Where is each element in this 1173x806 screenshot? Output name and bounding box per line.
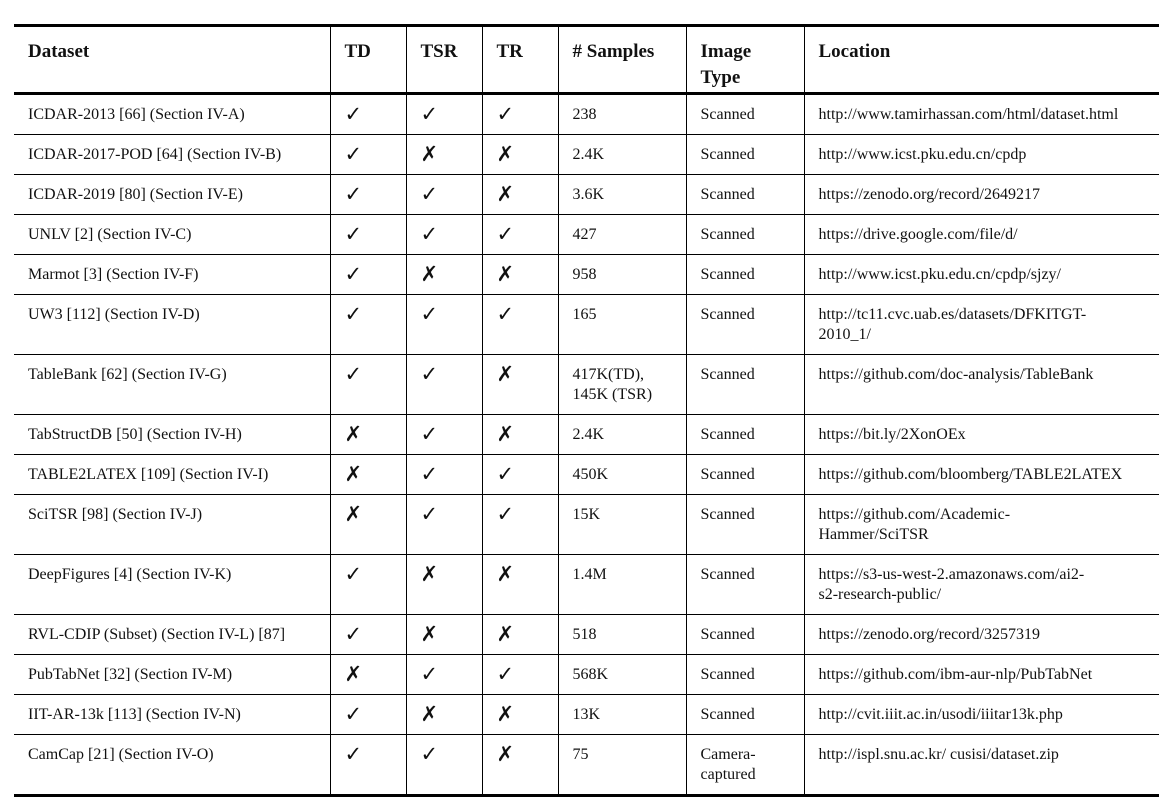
cell-image-type-text: Scanned [700, 186, 755, 203]
cell-location [804, 94, 1159, 135]
cell-td-mark [330, 215, 406, 255]
cell-dataset-text: DeepFigures [4] (Section IV-K) [28, 566, 232, 583]
cell-td-mark-text: ✓ [344, 262, 363, 286]
cell-image-type [686, 695, 804, 735]
cell-tr-mark [482, 215, 558, 255]
cell-samples-text: 450K [572, 466, 609, 483]
cell-location-text: http://www.tamirhassan.com/html/dataset.html [818, 106, 1119, 123]
table-row [14, 655, 1159, 695]
cell-dataset [14, 255, 330, 295]
cell-tr-mark-text: ✗ [496, 362, 515, 386]
cell-tr-mark [482, 255, 558, 295]
cell-location-text: https://github.com/ibm-aur-nlp/PubTabNet [818, 666, 1093, 683]
cell-image-type-text: Scanned [700, 466, 755, 483]
cell-tr-mark-text: ✗ [496, 182, 515, 206]
cell-image-type-text: Scanned [700, 626, 755, 643]
cell-tsr-mark-text: ✓ [420, 422, 439, 446]
cell-dataset [14, 615, 330, 655]
cell-location [804, 135, 1159, 175]
cell-image-type-text: Scanned [700, 426, 755, 443]
cell-tsr-mark [406, 655, 482, 695]
cell-samples-text: 417K(TD), [572, 366, 645, 383]
cell-location-text: https://bit.ly/2XonOEx [818, 426, 966, 443]
cell-dataset [14, 415, 330, 455]
header-image-type-line1: Image [700, 41, 752, 62]
cell-tr-mark-text: ✓ [496, 102, 515, 126]
cell-samples-text: 3.6K [572, 186, 605, 203]
cell-tsr-mark [406, 175, 482, 215]
cell-tr-mark [482, 655, 558, 695]
cell-td-mark [330, 355, 406, 415]
cell-tr-mark-text: ✗ [496, 422, 515, 446]
cell-location-text: http://www.icst.pku.edu.cn/cpdp [818, 146, 1027, 163]
cell-location-text: http://tc11.cvc.uab.es/datasets/DFKITGT- [818, 306, 1087, 323]
cell-location [804, 455, 1159, 495]
cell-location-text: https://zenodo.org/record/3257319 [818, 626, 1040, 643]
cell-dataset [14, 455, 330, 495]
cell-dataset-text: CamCap [21] (Section IV-O) [28, 746, 214, 763]
header-image-type [686, 27, 804, 94]
cell-td-mark-text: ✗ [344, 662, 363, 686]
cell-td-mark-text: ✓ [344, 702, 363, 726]
dataset-table [14, 27, 1159, 794]
cell-dataset [14, 735, 330, 795]
cell-tsr-mark [406, 355, 482, 415]
cell-td-mark [330, 175, 406, 215]
cell-image-type-text: Scanned [700, 266, 755, 283]
cell-tsr-mark [406, 695, 482, 735]
cell-td-mark [330, 735, 406, 795]
cell-samples [558, 94, 686, 135]
cell-td-mark [330, 455, 406, 495]
header-location: Location [804, 27, 1159, 94]
cell-tr-mark-text: ✓ [496, 302, 515, 326]
cell-td-mark-text: ✓ [344, 562, 363, 586]
cell-image-type-text: Scanned [700, 306, 755, 323]
header-tsr: TSR [406, 27, 482, 94]
cell-dataset [14, 555, 330, 615]
cell-tsr-mark [406, 255, 482, 295]
cell-tsr-mark-text: ✓ [420, 182, 439, 206]
cell-dataset [14, 135, 330, 175]
cell-td-mark-text: ✓ [344, 182, 363, 206]
cell-td-mark-text: ✗ [344, 422, 363, 446]
cell-tsr-mark [406, 215, 482, 255]
cell-samples [558, 175, 686, 215]
cell-location [804, 175, 1159, 215]
cell-tsr-mark [406, 555, 482, 615]
cell-tr-mark-text: ✓ [496, 462, 515, 486]
cell-tsr-mark [406, 495, 482, 555]
cell-td-mark [330, 295, 406, 355]
cell-dataset-text: IIT-AR-13k [113] (Section IV-N) [28, 706, 241, 723]
cell-tr-mark [482, 175, 558, 215]
cell-tsr-mark-text: ✗ [420, 622, 439, 646]
cell-samples-text: 1.4M [572, 566, 607, 583]
cell-tsr-mark-text: ✓ [420, 362, 439, 386]
cell-td-mark [330, 415, 406, 455]
cell-tsr-mark-text: ✓ [420, 102, 439, 126]
cell-tr-mark [482, 555, 558, 615]
table-row [14, 695, 1159, 735]
cell-image-type [686, 555, 804, 615]
cell-tr-mark [482, 295, 558, 355]
cell-image-type [686, 175, 804, 215]
cell-samples-text: 13K [572, 706, 601, 723]
cell-location [804, 355, 1159, 415]
table-row [14, 615, 1159, 655]
cell-tsr-mark-text: ✓ [420, 302, 439, 326]
cell-location [804, 415, 1159, 455]
header-tr: TR [482, 27, 558, 94]
cell-td-mark-text: ✓ [344, 742, 363, 766]
cell-tsr-mark-text: ✓ [420, 462, 439, 486]
cell-image-type-text: Scanned [700, 106, 755, 123]
cell-tr-mark [482, 135, 558, 175]
cell-dataset [14, 215, 330, 255]
cell-tr-mark [482, 695, 558, 735]
header-row [14, 27, 1159, 94]
cell-samples [558, 255, 686, 295]
cell-location [804, 555, 1159, 615]
cell-samples-text: 2.4K [572, 146, 605, 163]
cell-image-type [686, 495, 804, 555]
cell-image-type [686, 215, 804, 255]
cell-tr-mark [482, 455, 558, 495]
cell-td-mark-text: ✗ [344, 462, 363, 486]
cell-tr-mark-text: ✗ [496, 562, 515, 586]
cell-samples-text: 165 [572, 306, 597, 323]
cell-samples [558, 555, 686, 615]
cell-dataset-text: ICDAR-2017-POD [64] (Section IV-B) [28, 146, 282, 163]
cell-tsr-mark-text: ✗ [420, 562, 439, 586]
cell-tr-mark-text: ✓ [496, 662, 515, 686]
cell-location-text: https://github.com/doc-analysis/TableBank [818, 366, 1094, 383]
cell-location-text-2: s2-research-public/ [818, 586, 942, 603]
cell-samples [558, 615, 686, 655]
cell-samples [558, 415, 686, 455]
cell-image-type [686, 255, 804, 295]
cell-location [804, 495, 1159, 555]
cell-dataset-text: TableBank [62] (Section IV-G) [28, 366, 227, 383]
cell-samples-text: 2.4K [572, 426, 605, 443]
cell-image-type-text: Scanned [700, 366, 755, 383]
cell-samples-text: 15K [572, 506, 601, 523]
cell-tr-mark-text: ✗ [496, 702, 515, 726]
cell-tsr-mark-text: ✓ [420, 502, 439, 526]
cell-location [804, 655, 1159, 695]
cell-samples [558, 355, 686, 415]
cell-td-mark [330, 555, 406, 615]
cell-samples [558, 295, 686, 355]
table-row [14, 355, 1159, 415]
table-row [14, 175, 1159, 215]
cell-td-mark [330, 495, 406, 555]
cell-td-mark [330, 695, 406, 735]
cell-dataset-text: ICDAR-2019 [80] (Section IV-E) [28, 186, 243, 203]
cell-tsr-mark-text: ✓ [420, 222, 439, 246]
cell-samples [558, 455, 686, 495]
cell-tr-mark-text: ✗ [496, 742, 515, 766]
cell-image-type-text: Scanned [700, 226, 755, 243]
cell-samples [558, 135, 686, 175]
header-samples: # Samples [558, 27, 686, 94]
cell-td-mark-text: ✓ [344, 302, 363, 326]
cell-location-text: http://ispl.snu.ac.kr/ cusisi/dataset.zip [818, 746, 1059, 763]
cell-samples-text: 75 [572, 746, 589, 763]
header-dataset: Dataset [14, 27, 330, 94]
cell-image-type [686, 735, 804, 795]
cell-image-type-text: Scanned [700, 666, 755, 683]
table-row [14, 495, 1159, 555]
table-row [14, 135, 1159, 175]
cell-samples-text: 568K [572, 666, 609, 683]
table-row [14, 215, 1159, 255]
table-row [14, 94, 1159, 135]
cell-tsr-mark [406, 735, 482, 795]
cell-dataset [14, 355, 330, 415]
cell-td-mark-text: ✓ [344, 362, 363, 386]
cell-td-mark [330, 135, 406, 175]
cell-image-type-text: Scanned [700, 566, 755, 583]
cell-dataset-text: RVL-CDIP (Subset) (Section IV-L) [87] [28, 626, 286, 643]
cell-tsr-mark [406, 135, 482, 175]
cell-tsr-mark-text: ✗ [420, 142, 439, 166]
cell-tr-mark [482, 735, 558, 795]
cell-dataset [14, 175, 330, 215]
cell-td-mark [330, 615, 406, 655]
cell-tsr-mark-text: ✗ [420, 262, 439, 286]
cell-samples-text: 427 [572, 226, 597, 243]
cell-samples [558, 695, 686, 735]
cell-image-type-text: Scanned [700, 146, 755, 163]
cell-tsr-mark [406, 94, 482, 135]
cell-samples [558, 735, 686, 795]
header-image-type-line2: Type [700, 67, 741, 88]
cell-td-mark [330, 94, 406, 135]
table-row [14, 255, 1159, 295]
cell-td-mark-text: ✗ [344, 502, 363, 526]
cell-tsr-mark-text: ✗ [420, 702, 439, 726]
cell-td-mark [330, 255, 406, 295]
cell-dataset-text: SciTSR [98] (Section IV-J) [28, 506, 203, 523]
table-row [14, 555, 1159, 615]
cell-dataset [14, 495, 330, 555]
cell-dataset-text: UNLV [2] (Section IV-C) [28, 226, 192, 243]
cell-tr-mark [482, 355, 558, 415]
cell-tsr-mark [406, 415, 482, 455]
cell-dataset-text: TabStructDB [50] (Section IV-H) [28, 426, 242, 443]
cell-location-text: http://cvit.iiit.ac.in/usodi/iiitar13k.php [818, 706, 1063, 723]
cell-image-type [686, 615, 804, 655]
cell-tr-mark [482, 615, 558, 655]
cell-td-mark-text: ✓ [344, 622, 363, 646]
cell-dataset-text: ICDAR-2013 [66] (Section IV-A) [28, 106, 245, 123]
cell-tr-mark [482, 415, 558, 455]
cell-location [804, 215, 1159, 255]
cell-image-type [686, 94, 804, 135]
cell-location [804, 295, 1159, 355]
cell-location-text: https://github.com/bloomberg/TABLE2LATEX [818, 466, 1123, 483]
cell-image-type-text: Camera- [700, 746, 756, 763]
cell-location-text: https://drive.google.com/file/d/ [818, 226, 1018, 243]
cell-tr-mark-text: ✓ [496, 222, 515, 246]
cell-dataset [14, 695, 330, 735]
cell-location-text-2: Hammer/SciTSR [818, 526, 929, 543]
cell-dataset [14, 655, 330, 695]
cell-tr-mark [482, 495, 558, 555]
cell-tsr-mark [406, 615, 482, 655]
cell-tsr-mark [406, 295, 482, 355]
cell-td-mark-text: ✓ [344, 102, 363, 126]
cell-location [804, 735, 1159, 795]
header-td: TD [330, 27, 406, 94]
cell-dataset-text: TABLE2LATEX [109] (Section IV-I) [28, 466, 269, 483]
cell-samples [558, 495, 686, 555]
cell-samples-text: 958 [572, 266, 597, 283]
cell-tsr-mark [406, 455, 482, 495]
cell-location-text: https://github.com/Academic- [818, 506, 1011, 523]
cell-dataset-text: PubTabNet [32] (Section IV-M) [28, 666, 233, 683]
bottom-rule [14, 794, 1159, 797]
cell-samples [558, 655, 686, 695]
cell-image-type-text: Scanned [700, 706, 755, 723]
cell-td-mark-text: ✓ [344, 142, 363, 166]
table-row [14, 295, 1159, 355]
cell-image-type [686, 295, 804, 355]
cell-location-text: https://s3-us-west-2.amazonaws.com/ai2- [818, 566, 1085, 583]
cell-image-type [686, 135, 804, 175]
cell-tr-mark-text: ✓ [496, 502, 515, 526]
cell-dataset-text: UW3 [112] (Section IV-D) [28, 306, 200, 323]
cell-tr-mark-text: ✗ [496, 142, 515, 166]
cell-location [804, 695, 1159, 735]
cell-location [804, 615, 1159, 655]
cell-tr-mark-text: ✗ [496, 622, 515, 646]
table-row [14, 415, 1159, 455]
cell-location-text: https://zenodo.org/record/2649217 [818, 186, 1040, 203]
cell-tr-mark-text: ✗ [496, 262, 515, 286]
cell-samples-text: 238 [572, 106, 597, 123]
table-row [14, 455, 1159, 495]
cell-samples [558, 215, 686, 255]
cell-tsr-mark-text: ✓ [420, 662, 439, 686]
table-row [14, 735, 1159, 795]
cell-location [804, 255, 1159, 295]
cell-samples-text-2: 145K (TSR) [572, 386, 653, 403]
cell-image-type [686, 455, 804, 495]
cell-image-type [686, 415, 804, 455]
cell-dataset [14, 295, 330, 355]
cell-image-type [686, 655, 804, 695]
cell-td-mark [330, 655, 406, 695]
cell-dataset [14, 94, 330, 135]
cell-tsr-mark-text: ✓ [420, 742, 439, 766]
cell-location-text-2: 2010_1/ [818, 326, 871, 343]
cell-samples-text: 518 [572, 626, 597, 643]
cell-location-text: http://www.icst.pku.edu.cn/cpdp/sjzy/ [818, 266, 1061, 283]
cell-image-type-text-2: captured [700, 766, 756, 783]
dataset-table-container [14, 24, 1159, 797]
cell-image-type [686, 355, 804, 415]
cell-td-mark-text: ✓ [344, 222, 363, 246]
cell-dataset-text: Marmot [3] (Section IV-F) [28, 266, 199, 283]
cell-tr-mark [482, 94, 558, 135]
cell-image-type-text: Scanned [700, 506, 755, 523]
